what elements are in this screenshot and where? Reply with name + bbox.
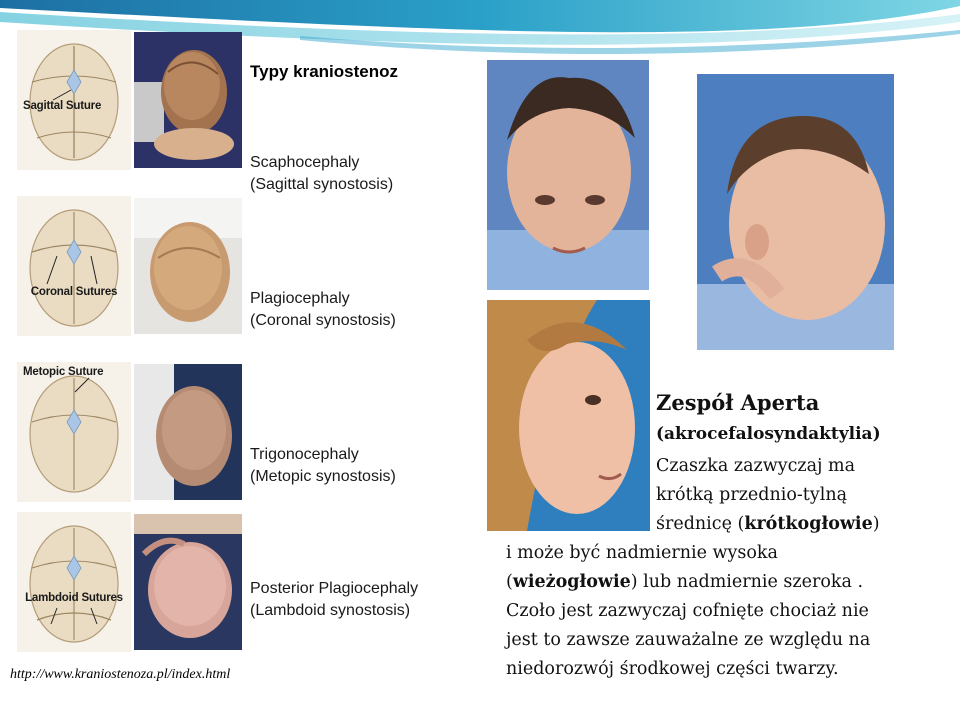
caption-detail: (Sagittal synostosis)	[250, 176, 394, 193]
caption-name: Trigonocephaly	[250, 446, 359, 463]
text-run: ) lub nadmiernie szeroka .	[630, 572, 864, 592]
skull-label: Lambdoid Sutures	[25, 592, 123, 604]
apert-subtitle: (akrocefalosyndaktylia)	[656, 424, 881, 444]
source-url[interactable]: http://www.kraniostenoza.pl/index.html	[10, 667, 231, 682]
skull-diagram-sagittal	[17, 30, 131, 170]
caption-name: Posterior Plagiocephaly	[250, 580, 419, 597]
apert-text-line: jest to zawsze zauważalne ze względu na	[506, 630, 871, 650]
apert-photo-profile	[697, 74, 894, 350]
apert-text-line: krótką przednio-tylną	[656, 485, 848, 505]
caption-name: Plagiocephaly	[250, 290, 350, 307]
apert-text-line	[506, 568, 863, 597]
text-run-bold: krótkogłowie	[744, 514, 873, 534]
baby-photo-plagiocephaly	[134, 198, 242, 334]
caption-detail: (Coronal synostosis)	[250, 312, 396, 329]
text-run-bold: wieżogłowie	[512, 572, 631, 592]
apert-text-line: Czoło jest zazwyczaj cofnięte chociaż nie	[506, 601, 869, 621]
skull-label: Metopic Suture	[23, 366, 104, 378]
apert-text-line: Czaszka zazwyczaj ma	[656, 456, 856, 476]
baby-photo-posterior-plagiocephaly	[134, 514, 242, 650]
apert-photo-front	[487, 60, 649, 290]
apert-title: Zespół Aperta	[656, 390, 820, 415]
apert-text-line: i może być nadmiernie wysoka	[506, 543, 778, 563]
caption-scaphocephaly	[250, 152, 393, 196]
slide-title: Typy kraniostenoz	[250, 62, 398, 81]
apert-text-line	[656, 510, 880, 539]
skull-icon	[17, 196, 131, 336]
apert-text-line: niedorozwój środkowej części twarzy.	[506, 659, 839, 679]
skull-icon	[17, 362, 131, 502]
skull-icon	[17, 512, 131, 652]
caption-plagiocephaly	[250, 288, 396, 332]
apert-photo-child	[487, 300, 650, 531]
caption-detail: (Metopic synostosis)	[250, 468, 396, 485]
skull-diagram-metopic	[17, 362, 131, 502]
caption-posterior-plagiocephaly	[250, 578, 418, 622]
skull-diagram-coronal	[17, 196, 131, 336]
text-run: średnicę (	[656, 514, 745, 534]
caption-detail: (Lambdoid synostosis)	[250, 602, 411, 619]
caption-name: Scaphocephaly	[250, 154, 360, 171]
skull-label: Sagittal Suture	[23, 100, 102, 112]
skull-diagram-lambdoid	[17, 512, 131, 652]
caption-trigonocephaly	[250, 444, 396, 488]
text-run: (	[506, 572, 513, 592]
text-run: )	[872, 514, 880, 534]
baby-photo-scaphocephaly	[134, 32, 242, 168]
skull-label: Coronal Sutures	[30, 286, 118, 298]
baby-photo-trigonocephaly	[134, 364, 242, 500]
